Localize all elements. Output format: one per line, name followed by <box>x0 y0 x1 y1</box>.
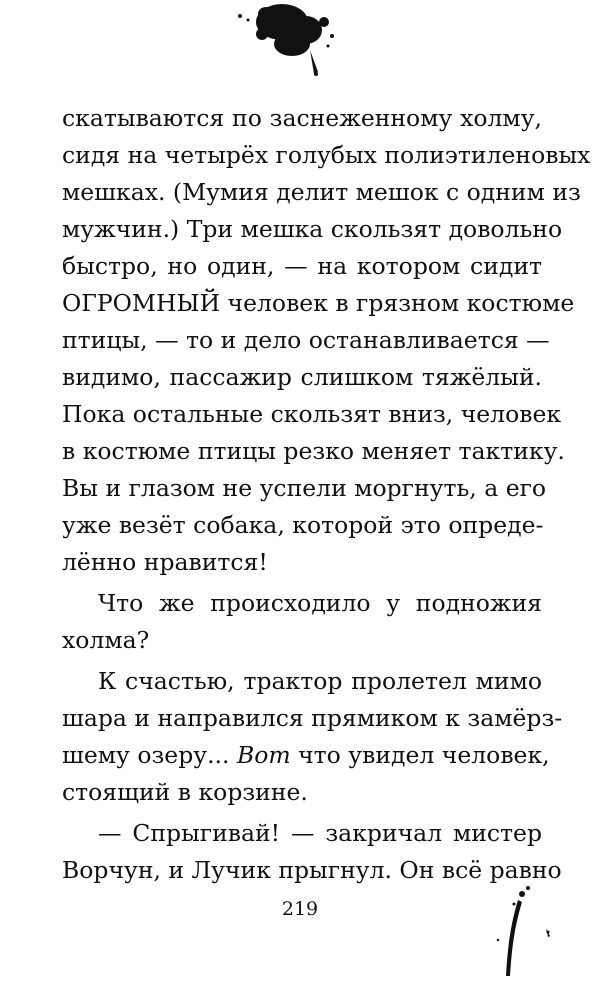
text-line: Ворчун, и Лучик прыгнул. Он всё равно <box>62 856 562 884</box>
text-line: уже везёт собака, которой это опреде- <box>62 511 544 539</box>
text-line: холма? <box>62 626 150 654</box>
ink-splatter-decoration-bottom <box>478 880 558 980</box>
text-line: видимо, пассажир слишком тяжёлый. <box>62 363 542 391</box>
text-line: в костюме птицы резко меняет тактику. <box>62 437 565 465</box>
text-line: мужчин.) Три мешка скользят довольно <box>62 215 563 243</box>
text-line: стоящий в корзине. <box>62 778 308 806</box>
text-line: лённо нравится! <box>62 548 268 576</box>
text-segment: что увидел человек, <box>290 741 550 769</box>
text-line: ОГРОМНЫЙ человек в грязном костюме <box>62 289 575 317</box>
body-text <box>62 100 591 889</box>
text-line: — Спрыгивай! — закричал мистер <box>98 819 542 847</box>
text-line: мешках. (Мумия делит мешок с одним из <box>62 178 581 206</box>
paragraph-4 <box>62 815 562 889</box>
text-line: скатываются по заснеженному холму, <box>62 104 542 132</box>
text-line: быстро, но один, — на котором сидит <box>62 252 542 280</box>
paragraph-3 <box>62 663 563 811</box>
text-segment: шему озеру... <box>62 741 237 769</box>
text-line: К счастью, трактор пролетел мимо <box>98 667 542 695</box>
ink-blot-decoration-top <box>232 0 352 80</box>
paragraph-2 <box>62 585 542 659</box>
text-line: Вы и глазом не успели моргнуть, а его <box>62 474 547 502</box>
text-line: Что же происходило у подножия <box>98 589 542 617</box>
italic-word: Вот <box>236 741 291 769</box>
text-line: сидя на четырёх голубых полиэтиленовых <box>62 141 591 169</box>
text-line: Пока остальные скользят вниз, человек <box>62 400 562 428</box>
paragraph-1 <box>62 100 591 581</box>
page-number: 219 <box>281 898 319 920</box>
text-line: птицы, — то и дело останавливается — <box>62 326 550 354</box>
text-line: шара и направился прямиком к замёрз- <box>62 704 563 732</box>
text-line <box>62 737 550 774</box>
